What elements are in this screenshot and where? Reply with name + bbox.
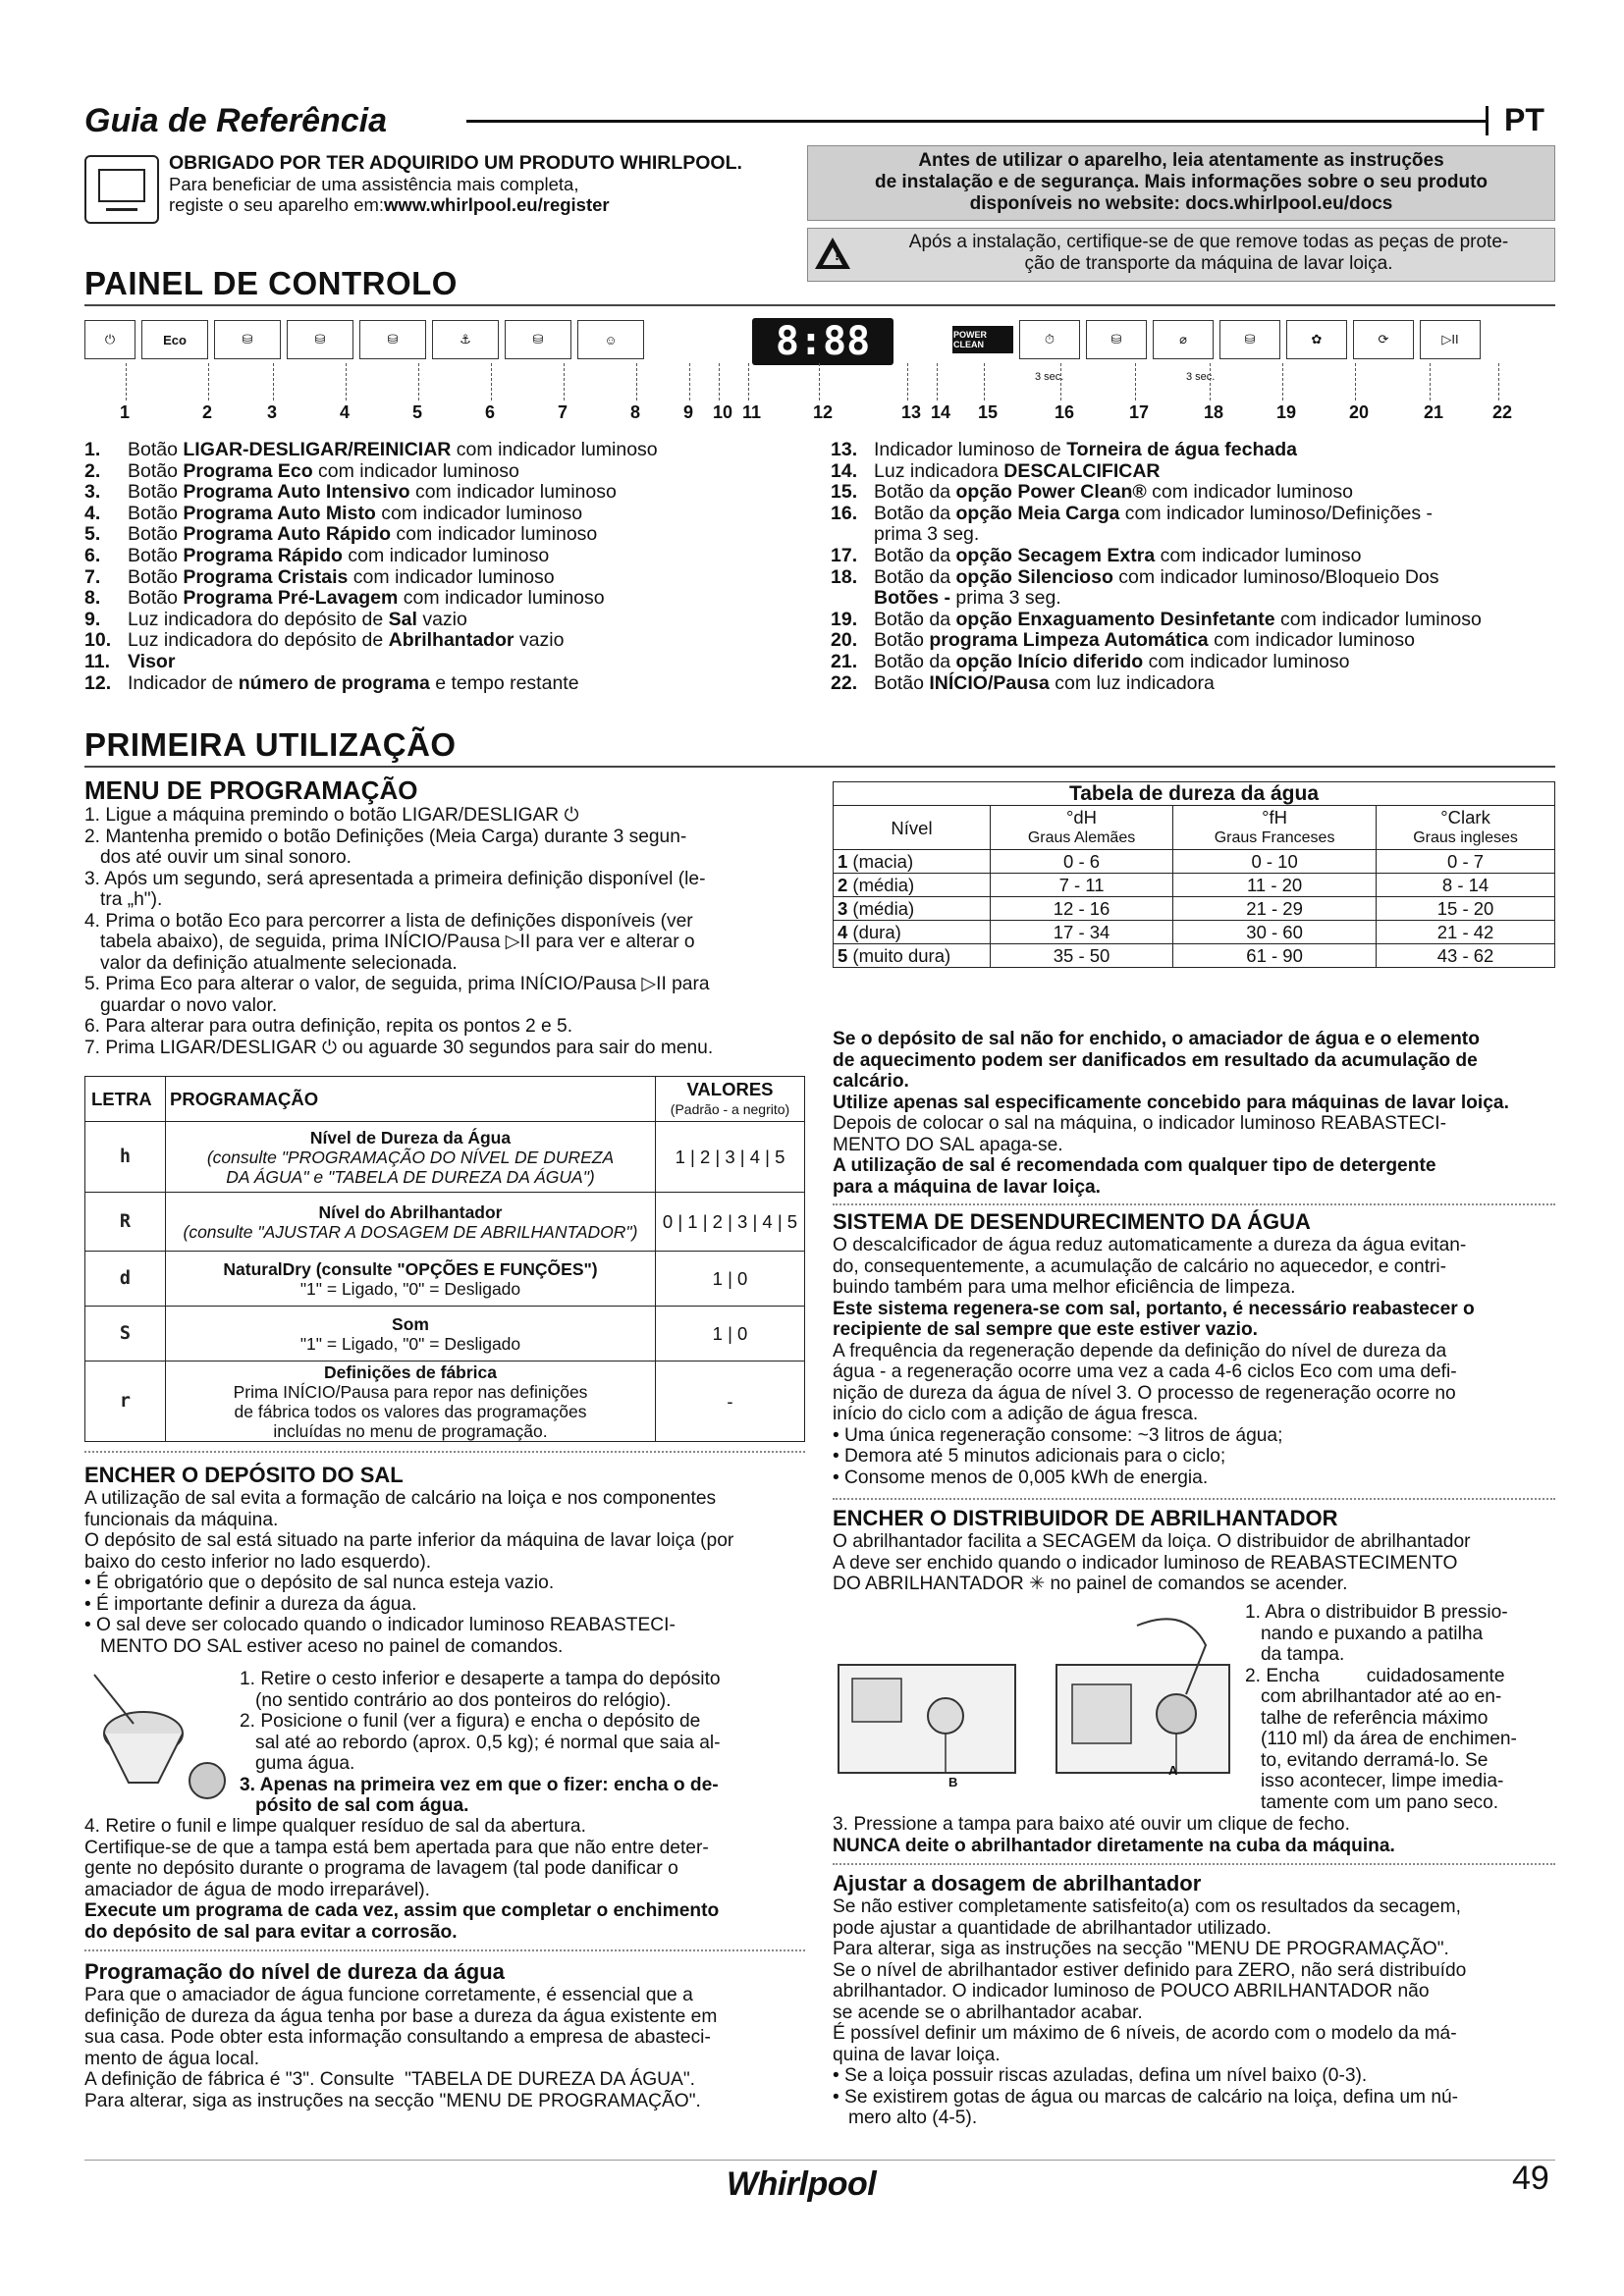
- menu-programming-title: MENU DE PROGRAMAÇÃO: [84, 775, 418, 805]
- text-line: • Demora até 5 minutos adicionais para o ciclo;: [833, 1446, 1226, 1467]
- legend-item: 22. Botão INÍCIO/Pausa com luz indicadora: [831, 671, 1215, 694]
- text-line: • É obrigatório que o depósito de sal nunca esteja vazio.: [84, 1573, 555, 1593]
- callout-line: [1210, 363, 1211, 400]
- legend-item: 1. Botão LIGAR-DESLIGAR/REINICIAR com indicador luminoso: [84, 439, 658, 460]
- callout-number: 8: [630, 402, 641, 422]
- legend-item: 6. Botão Programa Rápido com indicador luminoso: [84, 544, 550, 566]
- programming-table: [84, 1076, 805, 1442]
- text-line: tamente com um pano seco.: [1245, 1791, 1499, 1813]
- registration-line3: registe o seu aparelho em:www.whirlpool.eu/register: [169, 194, 610, 215]
- text-line: talhe de referência máximo: [1245, 1707, 1489, 1729]
- menu-steps: [84, 805, 811, 1058]
- callout-number: 3: [267, 402, 278, 422]
- language-code: PT: [1504, 102, 1544, 137]
- legend-item: 18. Botão da opção Silencioso com indicador luminoso/Bloqueio Dos: [831, 565, 1439, 588]
- text-line: 1. Ligue a máquina premindo o botão LIGAR/DESLIGAR ⏻: [84, 805, 579, 826]
- text-line: início do ciclo com a adição de água fresca.: [833, 1404, 1199, 1424]
- text-line: de aquecimento podem ser danificados em resultado da acumulação de: [833, 1049, 1478, 1071]
- text-line: O descalcificador de água reduz automaticamente a dureza da água evitan-: [833, 1235, 1467, 1255]
- text-line: Este sistema regenera-se com sal, portanto, é necessário reabastecer o: [833, 1298, 1475, 1319]
- legend-item: 5. Botão Programa Auto Rápido com indicador luminoso: [84, 523, 598, 546]
- text-line: 4. Retire o funil e limpe qualquer resíduo de sal da abertura.: [84, 1816, 586, 1837]
- callout-number: 12: [813, 402, 834, 422]
- legend-item: 11. Visor: [84, 650, 176, 672]
- dosage-text: [833, 1896, 1559, 2129]
- text-line: • O sal deve ser colocado quando o indicador luminoso REABASTECI-: [84, 1615, 676, 1635]
- text-line: A frequência da regeneração depende da definição do nível de dureza da: [833, 1340, 1447, 1362]
- legend-item: 12. Indicador de número de programa e tempo restante: [84, 671, 579, 694]
- legend-item: 10. Luz indicadora do depósito de Abrilhantador vazio: [84, 629, 565, 652]
- power-clean-icon: POWER CLEAN: [952, 326, 1013, 353]
- segment-glyph: d: [85, 1252, 166, 1307]
- hardness-programming-title: Programação do nível de dureza da água: [84, 1959, 505, 1984]
- segment-glyph: S: [85, 1307, 166, 1362]
- text-line: • Consome menos de 0,005 kWh de energia.: [833, 1467, 1209, 1488]
- callout-line: [1060, 363, 1061, 400]
- power-button-icon: ⏻: [84, 320, 135, 359]
- text-line: Utilize apenas sal especificamente concebido para máquinas de lavar loiça.: [833, 1092, 1509, 1113]
- segment-glyph: r: [85, 1362, 166, 1442]
- text-line: • Uma única regeneração consome: ~3 litros de água;: [833, 1424, 1283, 1446]
- text-line: • É importante definir a dureza da água.: [84, 1593, 417, 1615]
- text-line: buindo também para uma melhor eficiência de limpeza.: [833, 1277, 1296, 1298]
- text-line: to, evitando derramá-lo. Se: [1245, 1749, 1489, 1771]
- text-line: 1. Retire o cesto inferior e desaperte a tampa do depósito: [240, 1669, 721, 1689]
- callout-line: [1135, 363, 1136, 400]
- legend-item: Botões - prima 3 seg.: [874, 587, 1061, 610]
- whirlpool-logo: Whirlpool: [727, 2165, 877, 2203]
- segment-glyph: R: [85, 1193, 166, 1252]
- callout-number: 21: [1424, 402, 1444, 422]
- legend-item: 3. Botão Programa Auto Intensivo com indicador luminoso: [84, 481, 617, 504]
- text-line: 3. Pressione a tampa para baixo até ouvir um clique de fecho.: [833, 1814, 1350, 1835]
- text-line: 7. Prima LIGAR/DESLIGAR ⏻ ou aguarde 30 segundos para sair do menu.: [84, 1037, 714, 1058]
- display-visor: 8:88: [752, 318, 893, 365]
- text-line: amaciador de água de modo irreparável).: [84, 1879, 430, 1900]
- text-line: Para que o amaciador de água funcione corretamente, é essencial que a: [84, 1985, 693, 2005]
- salt-funnel-figure: [84, 1665, 232, 1812]
- text-line: valor da definição atualmente selecionada.: [84, 952, 458, 974]
- callout-line: [1282, 363, 1283, 400]
- callout-line: [636, 363, 637, 400]
- text-line: tabela abaixo), de seguida, prima INÍCIO/Pausa ▷II para ver e alterar o: [84, 932, 695, 952]
- col-letter: LETRA: [85, 1077, 166, 1122]
- text-line: Se o nível de abrilhantador estiver definido para ZERO, não será distribuído: [833, 1959, 1467, 1981]
- text-line: guma água.: [240, 1753, 355, 1774]
- text-line: com abrilhantador até ao en-: [1245, 1686, 1502, 1707]
- col-values: VALORES (Padrão - a negrito): [656, 1077, 805, 1122]
- callout-line: [491, 363, 492, 400]
- callout-line: [564, 363, 565, 400]
- auto-rapid-icon: ⛁: [359, 320, 426, 359]
- text-line: recipiente de sal sempre que este estiver vazio.: [833, 1319, 1258, 1340]
- text-line: Certifique-se de que a tampa está bem apertada para que não entre deter-: [84, 1837, 709, 1858]
- callout-line: [984, 363, 985, 400]
- legend-item: 20. Botão programa Limpeza Automática com indicador luminoso: [831, 629, 1415, 652]
- table-row: R Nível do Abrilhantador (consulte "AJUSTAR A DOSAGEM DE ABRILHANTADOR") 0 | 1 | 2 | 3 | 4 | 5: [85, 1193, 805, 1252]
- col-programming: PROGRAMAÇÃO: [166, 1077, 656, 1122]
- rinse-title: ENCHER O DISTRIBUIDOR DE ABRILHANTADOR: [833, 1506, 1338, 1530]
- header-rule: [466, 120, 1488, 123]
- text-line: (no sentido contrário ao dos ponteiros do relógio).: [240, 1689, 672, 1711]
- text-line: mento de água local.: [84, 2048, 260, 2069]
- legend-item: 17. Botão da opção Secagem Extra com indicador luminoso: [831, 544, 1362, 566]
- segment-glyph: h: [85, 1122, 166, 1193]
- rapid-program-icon: ⚓: [432, 320, 499, 359]
- callout-number: 10: [713, 402, 733, 422]
- softener-title: SISTEMA DE DESENDURECIMENTO DA ÁGUA: [833, 1209, 1311, 1234]
- text-line: 4. Prima o botão Eco para percorrer a lista de definições disponíveis (ver: [84, 910, 693, 932]
- text-line: funcionais da máquina.: [84, 1509, 279, 1530]
- text-line: definição de dureza da água tenha por base a dureza da água existente em: [84, 2005, 718, 2027]
- text-line: nando e puxando a patilha: [1245, 1623, 1484, 1644]
- callout-number: 11: [742, 402, 762, 422]
- text-line: É possível definir um máximo de 6 níveis, de acordo com o modelo da má-: [833, 2023, 1457, 2044]
- monitor-icon: [84, 155, 159, 224]
- legend-item: prima 3 seg.: [874, 523, 980, 546]
- first-use-title: PRIMEIRA UTILIZAÇÃO: [84, 726, 457, 763]
- text-line: do depósito de sal para evitar a corrosão.: [84, 1921, 458, 1943]
- text-line: pósito de sal com água.: [240, 1795, 469, 1816]
- rinse-text: [833, 1531, 1559, 1595]
- text-line: pode ajustar a quantidade de abrilhantador utilizado.: [833, 1917, 1272, 1939]
- legend-item: 14. Luz indicadora DESCALCIFICAR: [831, 459, 1161, 482]
- page-number: 49: [1512, 2160, 1549, 2197]
- callout-line: [126, 363, 127, 400]
- text-line: A utilização de sal evita a formação de calcário na loiça e nos componentes: [84, 1488, 717, 1509]
- text-line: 1. Abra o distribuidor B pressio-: [1245, 1602, 1508, 1623]
- text-line: Execute um programa de cada vez, assim que completar o enchimento: [84, 1900, 720, 1921]
- callout-line: [748, 363, 749, 400]
- panel-section-title: PAINEL DE CONTROLO: [84, 265, 458, 301]
- text-line: 3. Após um segundo, será apresentada a primeira definição disponível (le-: [84, 868, 706, 889]
- legend-item: 19. Botão da opção Enxaguamento Desinfetante com indicador luminoso: [831, 608, 1482, 630]
- legend-item: 21. Botão da opção Início diferido com indicador luminoso: [831, 650, 1350, 672]
- text-line: • Se existirem gotas de água ou marcas de calcário na loiça, defina um nú-: [833, 2086, 1459, 2108]
- salt-text: [84, 1488, 811, 1657]
- rinse-after-text: [833, 1814, 1559, 1856]
- text-line: baixo do cesto inferior no lado esquerdo).: [84, 1551, 432, 1573]
- text-line: guardar o novo valor.: [84, 994, 278, 1016]
- salt-title: ENCHER O DEPÓSITO DO SAL: [84, 1463, 404, 1487]
- table-row: 3 (média) 12 - 16 21 - 29 15 - 20: [834, 897, 1555, 921]
- text-line: MENTO DO SAL estiver aceso no painel de comandos.: [84, 1635, 564, 1657]
- text-line: NUNCA deite o abrilhantador diretamente na cuba da máquina.: [833, 1835, 1395, 1856]
- sanitize-icon: ⛁: [1219, 320, 1280, 359]
- text-line: Para alterar, siga as instruções na secção "MENU DE PROGRAMAÇÃO".: [84, 2090, 701, 2111]
- text-line: quina de lavar loiça.: [833, 2044, 1001, 2065]
- prewash-program-icon: ☺: [577, 320, 644, 359]
- text-line: Se não estiver completamente satisfeito(a) com os resultados da secagem,: [833, 1896, 1461, 1917]
- text-line: Depois de colocar o sal na máquina, o indicador luminoso REABASTECI-: [833, 1113, 1446, 1134]
- dosage-title: Ajustar a dosagem de abrilhantador: [833, 1871, 1202, 1896]
- text-line: 2. Mantenha premido o botão Definições (Meia Carga) durante 3 segun-: [84, 826, 687, 847]
- callout-number: 18: [1204, 402, 1224, 422]
- legend-item: 15. Botão da opção Power Clean® com indicador luminoso: [831, 481, 1353, 504]
- label-a: A: [1168, 1763, 1178, 1778]
- text-line: MENTO DO SAL apaga-se.: [833, 1134, 1063, 1155]
- panel-legend-left: [84, 440, 831, 694]
- text-line: sua casa. Pode obter esta informação consultando a empresa de abasteci-: [84, 2027, 711, 2048]
- registration-text: [169, 153, 797, 215]
- page-header-title: Guia de Referência: [84, 102, 388, 139]
- registration-line2: Para beneficiar de uma assistência mais completa,: [169, 174, 579, 194]
- info-box: Antes de utilizar o aparelho, leia atentamente as instruções de instalação e de segurança. Mais informações sobre o seu produto disponíveis no website: docs.whirlpool.eu/docs: [807, 145, 1555, 221]
- callout-number: 6: [485, 402, 496, 422]
- text-line: O depósito de sal está situado na parte inferior da máquina de lavar loiça (por: [84, 1530, 734, 1551]
- crystal-program-icon: ⛁: [505, 320, 571, 359]
- hardness-programming-text: [84, 1985, 811, 2111]
- registration-line1: OBRIGADO POR TER ADQUIRIDO UM PRODUTO WHIRLPOOL.: [169, 152, 742, 174]
- salt-steps: [240, 1669, 809, 1817]
- text-line: A definição de fábrica é "3". Consulte "TABELA DE DUREZA DA ÁGUA".: [84, 2069, 695, 2090]
- table-row: 5 (muito dura) 35 - 50 61 - 90 43 - 62: [834, 944, 1555, 968]
- callout-number: 1: [120, 402, 131, 422]
- delay-start-icon: ⟳: [1353, 320, 1414, 359]
- legend-item: 8. Botão Programa Pré-Lavagem com indicador luminoso: [84, 587, 605, 610]
- legend-item: 9. Luz indicadora do depósito de Sal vazio: [84, 608, 467, 630]
- text-line: DO ABRILHANTADOR ✳ no painel de comandos se acender.: [833, 1574, 1348, 1594]
- text-line: para a máquina de lavar loiça.: [833, 1176, 1102, 1198]
- callout-line: [689, 363, 690, 400]
- text-line: nição de dureza da água de nível 3. O processo de regeneração ocorre no: [833, 1382, 1456, 1404]
- panel-legend-right: [831, 440, 1577, 694]
- text-line: Se o depósito de sal não for enchido, o amaciador de água e o elemento: [833, 1029, 1480, 1049]
- auto-mixed-icon: ⛁: [287, 320, 353, 359]
- text-line: dos até ouvir um sinal sonoro.: [84, 847, 352, 868]
- callout-line: [1355, 363, 1356, 400]
- text-line: Para alterar, siga as instruções na secção "MENU DE PROGRAMAÇÃO".: [833, 1939, 1449, 1959]
- text-line: A deve ser enchido quando o indicador luminoso de REABASTECIMENTO: [833, 1552, 1458, 1574]
- callout-number: 16: [1055, 402, 1075, 422]
- callout-number: 15: [978, 402, 999, 422]
- callout-line: [719, 363, 720, 400]
- callout-line: [208, 363, 209, 400]
- label-b: B: [948, 1775, 958, 1789]
- callout-number: 9: [683, 402, 694, 422]
- callout-number: 13: [901, 402, 922, 422]
- table-row: 4 (dura) 17 - 34 30 - 60 21 - 42: [834, 921, 1555, 944]
- text-line: A utilização de sal é recomendada com qualquer tipo de detergente: [833, 1155, 1436, 1176]
- callout-number: 17: [1129, 402, 1150, 422]
- header-rule-tick: [1486, 106, 1489, 135]
- start-pause-icon: ▷II: [1420, 320, 1481, 359]
- callout-number: 7: [558, 402, 568, 422]
- table-row: r Definições de fábrica Prima INÍCIO/Pausa para repor nas definições de fábrica todos os valores das programações incluídas no menu de programação. -: [85, 1362, 805, 1442]
- table-row: S Som "1" = Ligado, "0" = Desligado 1 | 0: [85, 1307, 805, 1362]
- callout-line: [346, 363, 347, 400]
- text-line: 6. Para alterar para outra definição, repita os pontos 2 e 5.: [84, 1016, 573, 1037]
- callout-number: 20: [1349, 402, 1370, 422]
- text-line: 2. Encha cuidadosamente: [1245, 1665, 1505, 1686]
- softener-text: [833, 1235, 1559, 1488]
- text-line: da tampa.: [1245, 1644, 1345, 1665]
- water-hardness-table: Tabela de dureza da água Nível °dH Graus Alemães °fH Graus Franceses °Clark Graus ingleses 1 (macia) 0 - 6 0 - 10 0 - 7 2 (média) 7 - 11 11 - 20 8 - 14 3 (média) 12 - 16 21 - 29 15 - 20 4 (dura) 17 - 34 30 - 60 21 - 42 5 (muito dura) 35 - 50 61 - 90 43 - 62: [833, 781, 1555, 968]
- salt-after-text: [84, 1816, 811, 1943]
- text-line: 5. Prima Eco para alterar o valor, de seguida, prima INÍCIO/Pausa ▷II para: [84, 974, 710, 994]
- eco-button-icon: Eco: [141, 320, 208, 359]
- half-load-icon: ⏱: [1019, 320, 1080, 359]
- callout-line: [1498, 363, 1499, 400]
- callout-line: [1430, 363, 1431, 400]
- text-line: água - a regeneração ocorre uma vez a cada 4-6 ciclos Eco com uma defi-: [833, 1362, 1457, 1382]
- callout-number: 19: [1276, 402, 1297, 422]
- rinse-steps: [1245, 1602, 1559, 1813]
- salt-warning-text: [833, 1029, 1559, 1198]
- water-table-title: Tabela de dureza da água: [834, 782, 1555, 806]
- legend-item: 4. Botão Programa Auto Misto com indicador luminoso: [84, 502, 583, 524]
- text-line: sal até ao rebordo (aprox. 0,5 kg); é normal que saia al-: [240, 1732, 721, 1753]
- table-row: d NaturalDry (consulte "OPÇÕES E FUNÇÕES") "1" = Ligado, "0" = Desligado 1 | 0: [85, 1252, 805, 1307]
- extra-dry-icon: ⛁: [1086, 320, 1147, 359]
- warning-box: Após a instalação, certifique-se de que remove todas as peças de prote- ção de transporte da máquina de lavar loiça.: [807, 228, 1555, 282]
- text-line: mero alto (4-5).: [833, 2108, 978, 2128]
- text-line: do, consequentemente, a acumulação de calcário no aquecedor, e contri-: [833, 1255, 1447, 1277]
- control-panel-diagram: ⏻ Eco ⛁ ⛁ ⛁ ⚓ ⛁ ☺ 8:88 POWER CLEAN ⏱ ⛁ ⌀ ⛁ ✿ ⟳ ▷II 3 sec. 3 sec.: [84, 320, 1555, 363]
- text-line: 2. Posicione o funil (ver a figura) e encha o depósito de: [240, 1711, 701, 1732]
- callout-line: [273, 363, 274, 400]
- text-line: gente no depósito durante o programa de lavagem (tal pode danificar o: [84, 1858, 678, 1879]
- callout-number: 5: [412, 402, 423, 422]
- legend-item: 13. Indicador luminoso de Torneira de água fechada: [831, 439, 1297, 460]
- callout-line: [937, 363, 938, 400]
- callout-number: 4: [340, 402, 351, 422]
- registration-url[interactable]: www.whirlpool.eu/register: [384, 194, 610, 215]
- text-line: se acende se o abrilhantador acabar.: [833, 2002, 1143, 2023]
- auto-intensive-icon: ⛁: [214, 320, 281, 359]
- text-line: (110 ml) da área de enchimen-: [1245, 1729, 1517, 1749]
- table-row: 1 (macia) 0 - 6 0 - 10 0 - 7: [834, 850, 1555, 874]
- legend-item: 16. Botão da opção Meia Carga com indicador luminoso/Definições -: [831, 502, 1434, 524]
- legend-item: 2. Botão Programa Eco com indicador luminoso: [84, 459, 519, 482]
- callout-line: [418, 363, 419, 400]
- callout-line: [819, 363, 820, 400]
- text-line: O abrilhantador facilita a SECAGEM da loiça. O distribuidor de abrilhantador: [833, 1531, 1471, 1552]
- text-line: abrilhantador. O indicador luminoso de POUCO ABRILHANTADOR não: [833, 1981, 1430, 2002]
- text-line: 3. Apenas na primeira vez em que o fizer: encha o de-: [240, 1774, 719, 1795]
- text-line: • Se a loiça possuir riscas azuladas, defina um nível baixo (0-3).: [833, 2065, 1368, 2086]
- auto-clean-icon: ✿: [1286, 320, 1347, 359]
- table-row: 2 (média) 7 - 11 11 - 20 8 - 14: [834, 874, 1555, 897]
- callout-number: 22: [1492, 402, 1513, 422]
- callout-line: [907, 363, 908, 400]
- silent-icon: ⌀: [1153, 320, 1214, 359]
- legend-item: 7. Botão Programa Cristais com indicador luminoso: [84, 565, 555, 588]
- callout-number: 14: [931, 402, 951, 422]
- text-line: isso acontecer, limpe imedia-: [1245, 1771, 1504, 1791]
- callout-number: 2: [202, 402, 213, 422]
- text-line: calcário.: [833, 1071, 909, 1092]
- text-line: tra „h").: [84, 889, 163, 910]
- table-row: h Nível de Dureza da Água (consulte "PROGRAMAÇÃO DO NÍVEL DE DUREZA DA ÁGUA" e "TABELA DE DUREZA DA ÁGUA") 1 | 2 | 3 | 4 | 5: [85, 1122, 805, 1193]
